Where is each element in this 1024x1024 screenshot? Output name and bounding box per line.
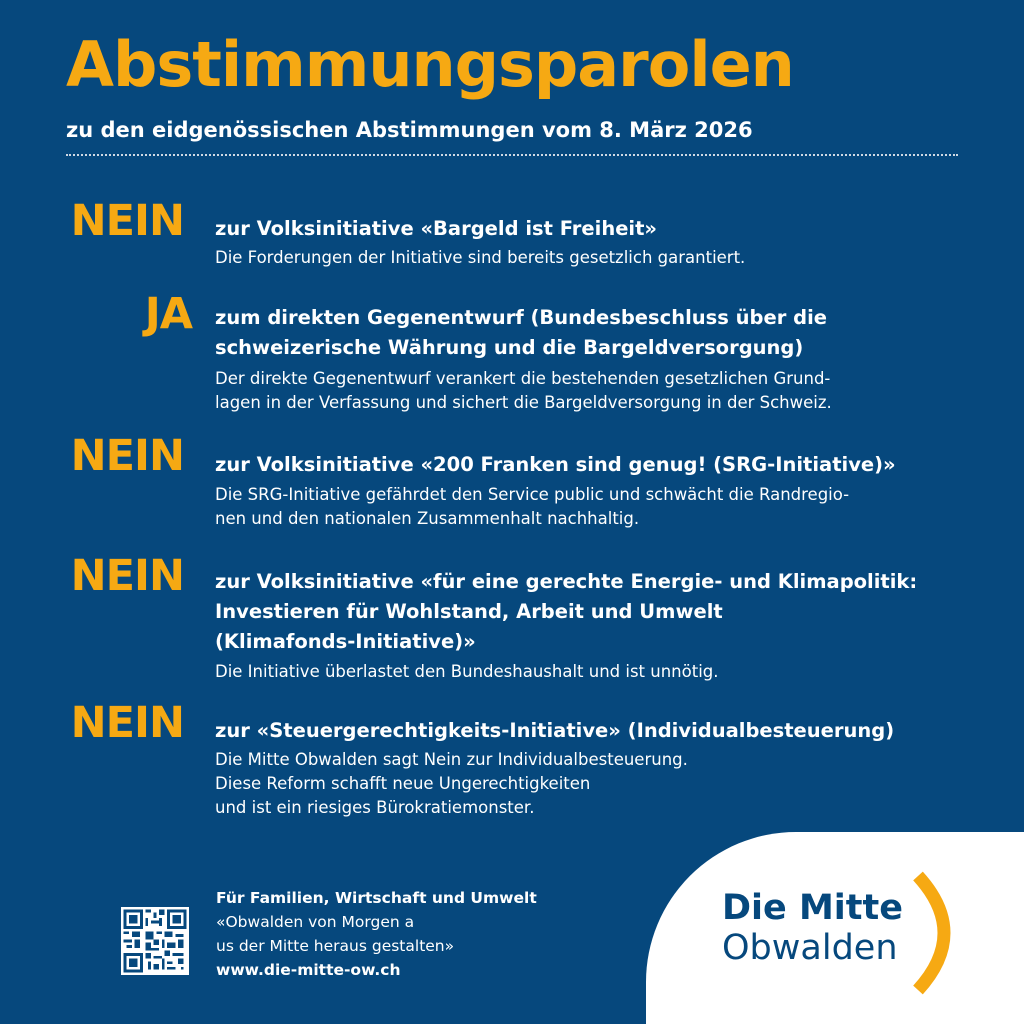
description-line: lagen in der Verfassung und sichert die Bargeldversorgung in der Schweiz. [215, 393, 832, 412]
headline-line: zur Volksinitiative «200 Franken sind genug! (SRG-Initiative)» [215, 453, 896, 476]
slogan-line: us der Mitte heraus gestalten» [216, 937, 455, 955]
description-line: Diese Reform schafft neue Ungerechtigkeiten [215, 774, 591, 793]
logo-line-1: Die Mitte [722, 888, 903, 928]
headline-line: schweizerische Währung und die Bargeldversorgung) [215, 336, 804, 359]
vote-description [215, 748, 688, 820]
headline-line: zur «Steuergerechtigkeits-Initiative» (Individualbesteuerung) [215, 719, 895, 742]
vote-description [215, 483, 849, 531]
vote-headline [215, 567, 917, 657]
headline-line: zur Volksinitiative «für eine gerechte Energie- und Klimapolitik: [215, 570, 918, 593]
description-line: Der direkte Gegenentwurf verankert die bestehenden gesetzlichen Grund- [215, 369, 831, 388]
headline-line: zur Volksinitiative «Bargeld ist Freiheit» [215, 217, 658, 240]
description-line: Die Mitte Obwalden sagt Nein zur Individualbesteuerung. [215, 750, 688, 769]
vote-headline [215, 716, 894, 746]
headline-line: (Klimafonds-Initiative)» [215, 630, 476, 653]
vote-headline [215, 450, 896, 480]
headline-line: Investieren für Wohlstand, Arbeit und Umwelt [215, 600, 723, 623]
vote-description [215, 660, 719, 684]
slogan-line: «Obwalden von Morgen a [216, 913, 415, 931]
verdict-label: NEIN [70, 698, 184, 748]
slogan-heading: Für Familien, Wirtschaft und Umwelt [216, 889, 537, 907]
description-line: nen und den nationalen Zusammenhalt nachhaltig. [215, 509, 640, 528]
vote-description [215, 367, 832, 415]
page-subtitle: zu den eidgenössischen Abstimmungen vom 8. März 2026 [66, 118, 753, 142]
logo-bracket-icon [904, 868, 984, 998]
description-line: Die Forderungen der Initiative sind bereits gesetzlich garantiert. [215, 248, 746, 267]
verdict-label: JA [144, 289, 192, 339]
verdict-label: NEIN [70, 196, 184, 246]
description-line: Die SRG-Initiative gefährdet den Service public und schwächt die Randregio- [215, 485, 850, 504]
description-line: Die Initiative überlastet den Bundeshaushalt und ist unnötig. [215, 662, 719, 681]
vote-headline [215, 214, 657, 244]
dotted-divider [66, 154, 958, 156]
qr-code-icon[interactable] [121, 907, 189, 975]
logo-line-2: Obwalden [722, 928, 898, 968]
page-title: Abstimmungsparolen [66, 28, 794, 101]
vote-headline [215, 303, 827, 363]
headline-line: zum direkten Gegenentwurf (Bundesbeschluss über die [215, 306, 827, 329]
vote-description [215, 246, 745, 270]
verdict-label: NEIN [70, 431, 184, 481]
website-link[interactable]: www.die-mitte-ow.ch [216, 961, 401, 979]
footer-slogan [216, 886, 537, 982]
description-line: und ist ein riesiges Bürokratiemonster. [215, 798, 535, 817]
party-logo [722, 888, 903, 968]
verdict-label: NEIN [70, 551, 184, 601]
